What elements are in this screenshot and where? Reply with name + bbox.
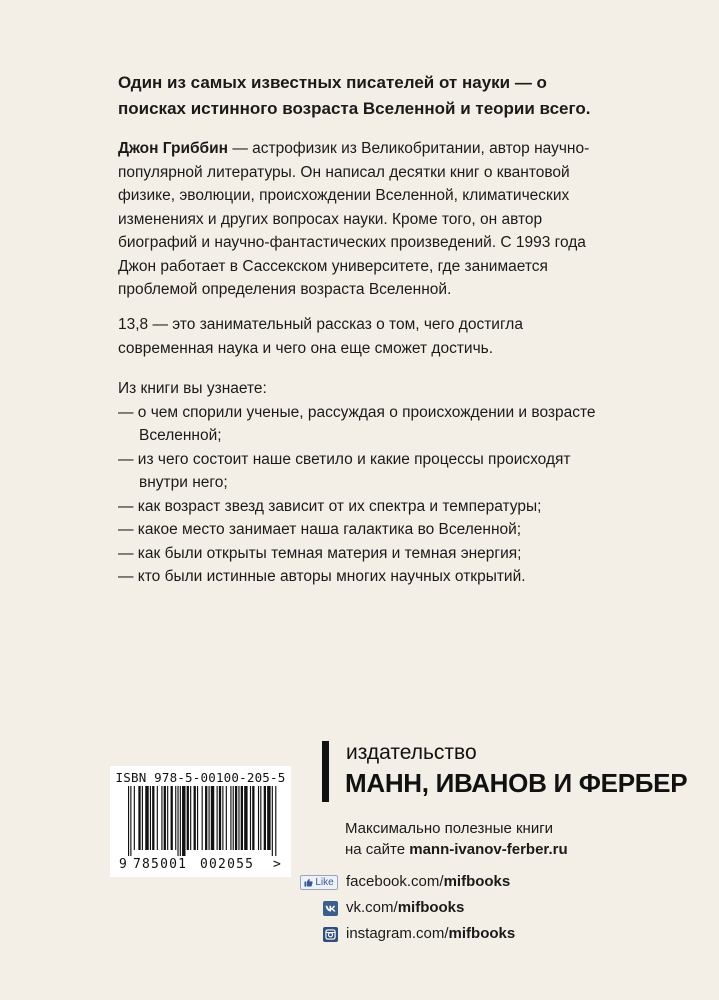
barcode-bar bbox=[171, 786, 173, 850]
instagram-icon bbox=[323, 927, 338, 942]
barcode-bar bbox=[222, 786, 223, 850]
barcode-bar bbox=[138, 786, 140, 850]
thumbs-up-icon bbox=[304, 878, 313, 887]
learn-list bbox=[118, 401, 618, 589]
social-prefix: instagram.com/ bbox=[346, 925, 449, 942]
barcode-bar bbox=[205, 786, 207, 850]
facebook-like-icon[interactable] bbox=[300, 875, 338, 890]
site-url-link[interactable]: mann-ivanov-ferber.ru bbox=[409, 841, 568, 858]
barcode-bar bbox=[211, 786, 214, 850]
barcode-bar bbox=[272, 786, 273, 856]
barcode-digits-right: 002055 bbox=[200, 857, 255, 872]
isbn-number: ISBN 978-5-00100-205-5 bbox=[115, 770, 286, 785]
site-prefix: на сайте bbox=[345, 841, 410, 858]
barcode-bar bbox=[145, 786, 148, 850]
barcode-bar bbox=[244, 786, 247, 850]
barcode-bar bbox=[252, 786, 254, 850]
publisher-site bbox=[345, 818, 568, 860]
social-handle[interactable]: mifbooks bbox=[443, 873, 511, 890]
social-facebook[interactable] bbox=[298, 872, 510, 892]
barcode-bar bbox=[152, 786, 154, 850]
barcode-bar bbox=[226, 786, 227, 850]
barcode-bar bbox=[150, 786, 151, 850]
social-handle[interactable]: mifbooks bbox=[448, 925, 516, 942]
site-line1: Максимально полезные книги bbox=[345, 820, 554, 837]
barcode-bar bbox=[180, 786, 181, 856]
barcode-bar bbox=[187, 786, 189, 850]
barcode-bar bbox=[217, 786, 218, 850]
barcode-bar bbox=[134, 786, 135, 850]
barcode-bar bbox=[264, 786, 266, 850]
like-label: Like bbox=[315, 876, 334, 888]
list-item: — из чего состоит наше светило и какие процессы происходят внутри него; bbox=[118, 450, 571, 491]
vk-icon bbox=[323, 901, 338, 916]
list-item: — как были открыты темная материя и темная энергия; bbox=[118, 544, 522, 562]
barcode-bar bbox=[209, 786, 210, 850]
barcode-bar bbox=[182, 786, 185, 856]
publisher-label: издательство bbox=[346, 741, 477, 764]
barcode-bar bbox=[233, 786, 234, 850]
social-prefix: facebook.com/ bbox=[346, 873, 444, 890]
book-summary: 13,8 — это занимательный рассказ о том, чего достигла современная наука и чего она еще сможет достичь. bbox=[118, 316, 523, 357]
publisher-bracket-icon bbox=[322, 741, 329, 802]
barcode-bar bbox=[128, 786, 129, 856]
social-instagram[interactable] bbox=[298, 924, 515, 944]
barcode-bar bbox=[241, 786, 243, 850]
list-item: — какое место занимает наша галактика во Вселенной; bbox=[118, 521, 522, 538]
barcode-bar bbox=[177, 786, 178, 856]
barcode-bar bbox=[238, 786, 239, 850]
barcode-end-mark: > bbox=[273, 857, 281, 872]
barcode-bar bbox=[194, 786, 196, 850]
barcode-bar bbox=[164, 786, 166, 850]
barcode-bar bbox=[167, 786, 168, 850]
publisher-name: МАНН, ИВАНОВ И ФЕРБЕР bbox=[345, 768, 688, 798]
author-name: Джон Гриббин bbox=[118, 140, 229, 157]
barcode-bar bbox=[219, 786, 221, 850]
barcode-digit-first: 9 bbox=[119, 857, 127, 872]
author-bio-text: — астрофизик из Великобритании, автор научно-популярной литературы. Он написал десятки книг о квантовой физике, эволюции, происхождении Вселенной, климатических изменениях и других вопросах науки. Кроме того, он автор биографий и научно-фантастических произведений. С 1993 года Джон работает в Сассекском университете, где занимается проблемой определения возраста Вселенной. bbox=[118, 140, 590, 298]
barcode-bar bbox=[190, 786, 191, 850]
barcode-bar bbox=[202, 786, 203, 850]
tagline: Один из самых известных писателей от науки — о поисках истинного возраста Вселенной и теории всего. bbox=[118, 73, 591, 118]
barcode-bar bbox=[130, 786, 131, 856]
list-item: — о чем спорили ученые, рассуждая о происхождении и возрасте Вселенной; bbox=[118, 403, 596, 444]
learn-section bbox=[118, 377, 618, 589]
barcode-bar bbox=[258, 786, 259, 850]
barcode-bar bbox=[230, 786, 231, 850]
social-handle[interactable]: mifbooks bbox=[397, 899, 465, 916]
list-item: — как возраст звезд зависит от их спектра и температуры; bbox=[118, 497, 542, 515]
social-prefix: vk.com/ bbox=[346, 899, 398, 916]
barcode-bar bbox=[275, 786, 276, 856]
barcode-bar bbox=[260, 786, 261, 850]
barcode-bar bbox=[175, 786, 176, 850]
barcode-bar bbox=[235, 786, 237, 850]
barcode-digits-left: 785001 bbox=[133, 857, 188, 872]
barcode-bar bbox=[157, 786, 158, 850]
learn-heading: Из книги вы узнаете: bbox=[118, 380, 267, 397]
barcode-bar bbox=[197, 786, 198, 850]
author-bio bbox=[118, 137, 618, 302]
barcode-bar bbox=[267, 786, 270, 850]
barcode-bar bbox=[250, 786, 251, 850]
barcode-bar bbox=[161, 786, 162, 850]
social-vk[interactable] bbox=[298, 898, 464, 918]
list-item: — кто были истинные авторы многих научных открытий. bbox=[118, 568, 526, 585]
barcode bbox=[110, 766, 291, 877]
barcode-bar bbox=[142, 786, 143, 850]
barcode-image bbox=[116, 786, 286, 872]
